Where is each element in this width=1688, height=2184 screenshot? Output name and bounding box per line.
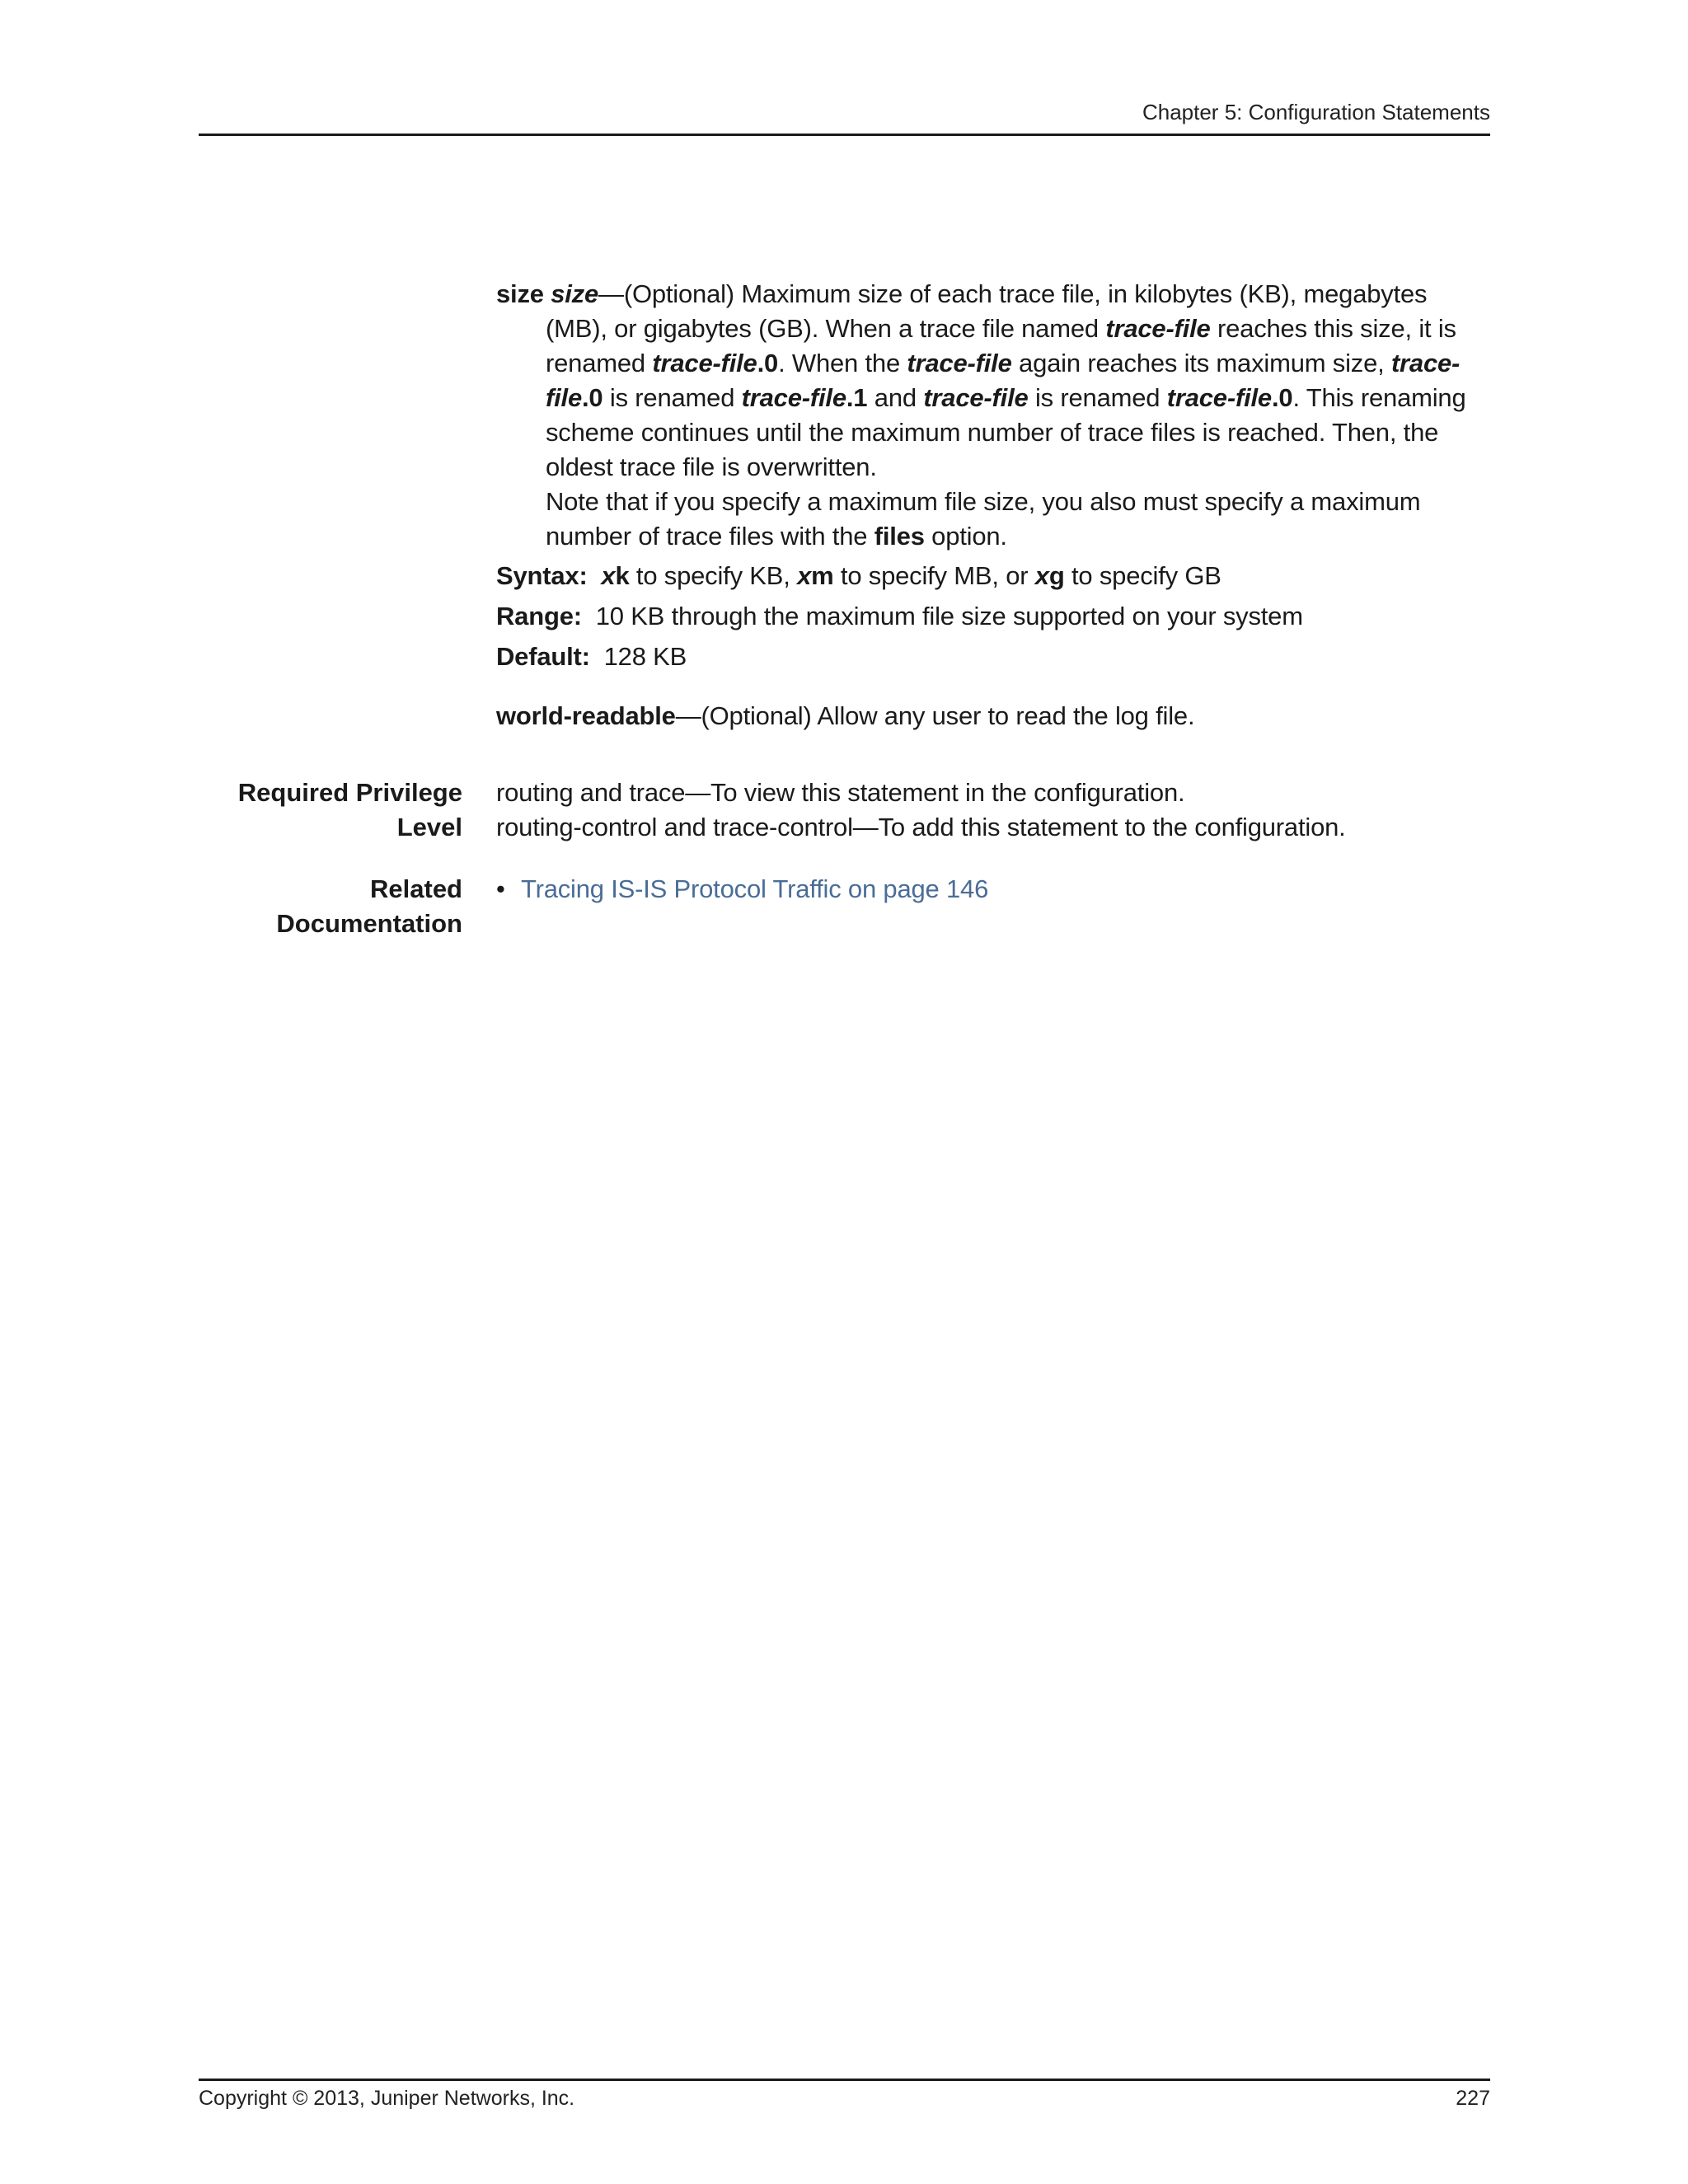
label-line: Level [396, 813, 462, 841]
syntax-unit: m [811, 561, 834, 590]
required-privilege-content [496, 776, 1490, 845]
trace-file-term: trace-file [1166, 383, 1272, 412]
trace-file-suffix: .0 [1271, 383, 1293, 412]
required-privilege-label [199, 776, 462, 845]
label-line: Related [370, 874, 462, 903]
default-value: 128 KB [603, 642, 687, 671]
privilege-line: routing-control and trace-control—To add this statement to the configuration. [496, 813, 1346, 841]
size-note [496, 485, 1490, 554]
size-keyword: size [496, 279, 544, 308]
running-header: Chapter 5: Configuration Statements [1142, 100, 1490, 124]
related-documentation-label [199, 872, 462, 941]
syntax-text: to specify GB [1064, 561, 1221, 590]
page-number: 227 [1456, 2087, 1490, 2110]
world-readable-text: —(Optional) Allow any user to read the log file. [675, 701, 1195, 730]
list-item [496, 872, 1490, 907]
world-readable-keyword: world-readable [496, 701, 676, 730]
trace-file-suffix: .0 [757, 349, 779, 377]
bullet-icon: • [496, 874, 505, 903]
files-keyword: files [874, 522, 925, 551]
privilege-line: routing and trace—To view this statement in the configuration. [496, 778, 1185, 807]
trace-file-term: trace-file [546, 349, 1461, 412]
note-text: option. [924, 522, 1007, 551]
size-option-description [496, 277, 1490, 485]
syntax-var: x [1034, 561, 1049, 590]
size-text: again reaches its maximum size, [1011, 349, 1391, 377]
size-option [496, 277, 1490, 554]
trace-file-term: trace-file [907, 349, 1012, 377]
footer-rule [199, 2079, 1490, 2081]
related-documentation-list [496, 872, 1490, 907]
syntax-unit: k [615, 561, 630, 590]
range-line [496, 599, 1490, 634]
syntax-line [496, 559, 1490, 593]
trace-file-term: trace-file [741, 383, 846, 412]
label-line: Required Privilege [237, 778, 462, 807]
size-intro: —(Optional) Maximum size of each trace file, in kilobytes (KB), megabytes (MB), or gigabytes (GB). When a trace file named [546, 279, 1428, 343]
syntax-text: to specify MB, or [833, 561, 1035, 590]
related-doc-link[interactable]: Tracing IS-IS Protocol Traffic on page 146 [521, 874, 989, 903]
size-text: . When the [778, 349, 907, 377]
trace-file-term: trace-file [923, 383, 1029, 412]
default-line [496, 640, 1490, 674]
trace-file-term: trace-file [652, 349, 757, 377]
label-line: Documentation [276, 909, 462, 938]
syntax-text: to specify KB, [629, 561, 798, 590]
syntax-label: Syntax: [496, 561, 588, 590]
syntax-var: x [601, 561, 616, 590]
syntax-var: x [797, 561, 812, 590]
size-param: size [551, 279, 599, 308]
world-readable-option [496, 699, 1490, 733]
syntax-unit: g [1048, 561, 1065, 590]
range-value: 10 KB through the maximum file size supported on your system [595, 602, 1303, 630]
default-label: Default: [496, 642, 590, 671]
note-text: Note that if you specify a maximum file size, you also must specify a maximum number of trace files with the [546, 487, 1421, 551]
trace-file-suffix: .0 [582, 383, 603, 412]
trace-file-term: trace-file [1105, 314, 1211, 343]
header-rule [199, 134, 1490, 136]
size-text: is renamed [1028, 383, 1167, 412]
size-text: . This renaming scheme continues until the maximum number of trace files is reached. Then, the oldest trace file is overwritten. [546, 383, 1466, 481]
copyright: Copyright © 2013, Juniper Networks, Inc. [199, 2087, 575, 2110]
trace-file-suffix: .1 [846, 383, 868, 412]
size-text: is renamed [603, 383, 742, 412]
size-text: and [867, 383, 924, 412]
size-text: reaches this size, it is renamed [546, 314, 1456, 377]
range-label: Range: [496, 602, 582, 630]
